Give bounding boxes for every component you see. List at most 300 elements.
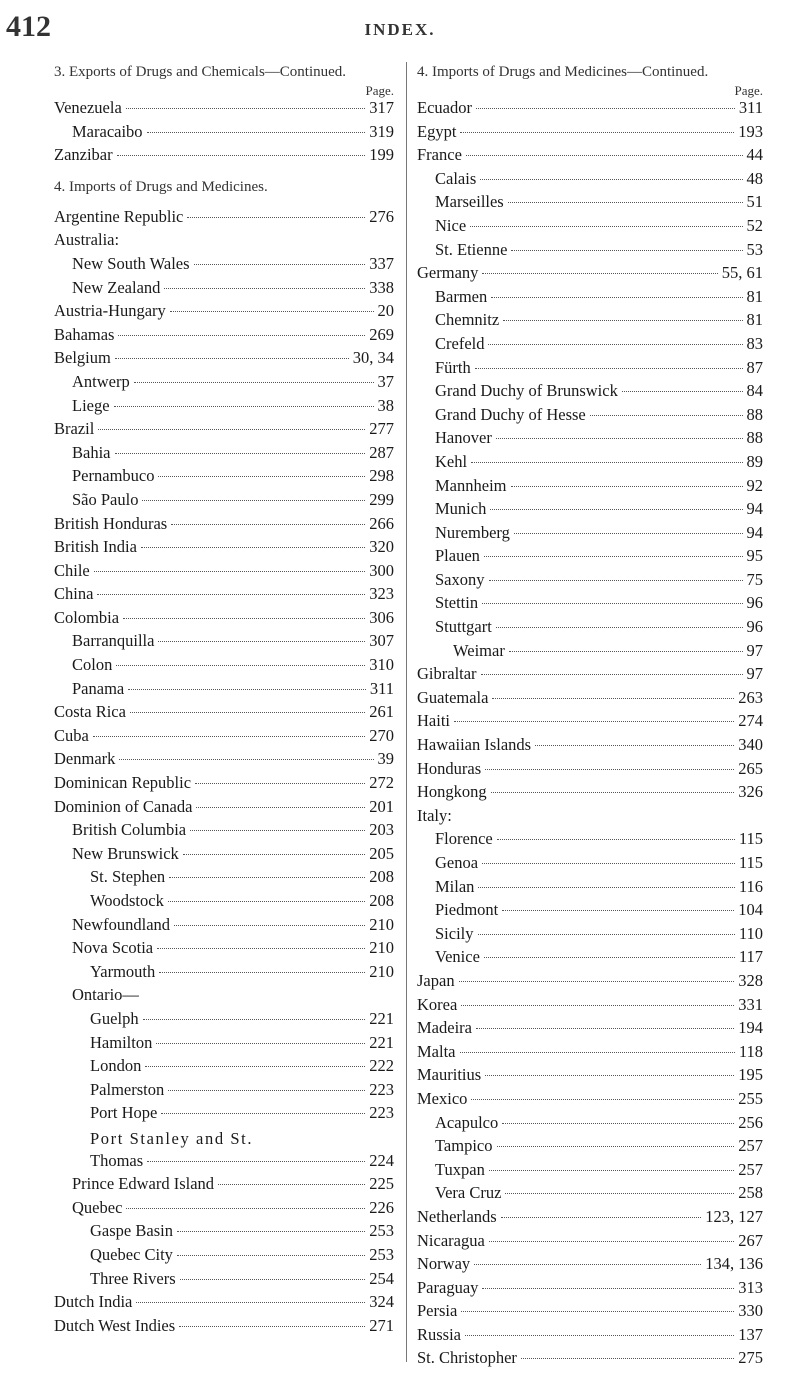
entry-list xyxy=(417,98,763,1372)
index-entry xyxy=(417,334,763,358)
leader-dots xyxy=(460,132,734,133)
leader-dots xyxy=(460,1052,735,1053)
index-entry xyxy=(54,122,394,146)
entry-page: 116 xyxy=(738,876,763,896)
leader-dots xyxy=(158,476,365,477)
entry-name: Denmark xyxy=(54,749,116,769)
entry-page: 193 xyxy=(738,121,763,141)
index-entry xyxy=(54,1174,394,1198)
leader-dots xyxy=(161,1113,365,1114)
leader-dots xyxy=(488,344,742,345)
entry-name: Japan xyxy=(417,970,455,990)
entry-page: 104 xyxy=(738,900,763,920)
leader-dots xyxy=(521,1358,734,1359)
entry-page: 94 xyxy=(746,499,763,519)
entry-name: British India xyxy=(54,537,137,557)
leader-dots xyxy=(492,698,734,699)
entry-name: Piedmont xyxy=(435,900,499,920)
entry-name: Woodstock xyxy=(90,891,164,910)
leader-dots xyxy=(501,1217,702,1218)
entry-name: Argentine Republic xyxy=(54,206,184,226)
entry-name: St. Christopher xyxy=(417,1348,517,1368)
index-entry xyxy=(54,726,394,750)
leader-dots xyxy=(496,627,743,628)
page-label: Page. xyxy=(365,83,394,98)
entry-name: Barmen xyxy=(435,286,488,306)
leader-dots xyxy=(218,1184,365,1185)
entry-name: Acapulco xyxy=(435,1112,499,1132)
entry-name: China xyxy=(54,584,94,604)
entry-page: 208 xyxy=(369,891,394,910)
entry-name: Dominion of Canada xyxy=(54,796,193,816)
index-entry xyxy=(417,593,763,617)
entry-page: 115 xyxy=(738,853,763,872)
index-entry xyxy=(54,372,394,396)
entry-page: 48 xyxy=(746,168,763,188)
entry-page: 299 xyxy=(369,489,394,509)
entry-name: Nova Scotia xyxy=(72,938,154,958)
index-entry xyxy=(417,405,763,429)
leader-dots xyxy=(511,250,742,251)
entry-page: 256 xyxy=(738,1112,763,1132)
index-entry xyxy=(54,325,394,349)
leader-dots xyxy=(484,556,743,557)
entry-page: 88 xyxy=(746,404,763,424)
index-entry xyxy=(417,1136,763,1160)
leader-dots xyxy=(196,807,365,808)
leader-dots xyxy=(170,311,374,312)
index-entry xyxy=(54,207,394,231)
entry-name: Gaspe Basin xyxy=(90,1221,173,1241)
leader-dots xyxy=(114,406,374,407)
leader-dots xyxy=(475,368,743,369)
entry-name: Stettin xyxy=(435,593,479,613)
index-entry xyxy=(54,915,394,939)
entry-page: 306 xyxy=(369,607,394,627)
section-title-imports: 4. Imports of Drugs and Medicines. xyxy=(54,178,268,195)
index-entry xyxy=(417,759,763,783)
entry-page: 275 xyxy=(738,1348,763,1368)
entry-page: 298 xyxy=(369,466,394,486)
index-entry xyxy=(54,820,394,844)
index-entry xyxy=(417,1113,763,1137)
entry-page: 210 xyxy=(369,914,394,934)
entry-name: Milan xyxy=(435,876,475,896)
entry-name: Prince Edward Island xyxy=(72,1174,215,1194)
entry-name: Stuttgart xyxy=(435,617,492,637)
entry-name: Port Hope xyxy=(90,1103,158,1123)
index-entry xyxy=(417,806,763,830)
index-entry xyxy=(417,782,763,806)
entry-name: Hawaiian Islands xyxy=(417,735,532,755)
leader-dots xyxy=(169,877,365,878)
index-entry xyxy=(417,664,763,688)
entry-name: Colon xyxy=(72,655,113,675)
entry-page: 210 xyxy=(369,938,394,958)
index-entry xyxy=(54,1292,394,1316)
entry-page: 52 xyxy=(746,215,763,235)
index-entry xyxy=(417,641,763,665)
index-entry xyxy=(54,985,394,1009)
entry-page: 222 xyxy=(369,1056,394,1076)
leader-dots xyxy=(118,335,365,336)
section-title-imports-continued: 4. Imports of Drugs and Medicines—Continued. xyxy=(417,64,709,80)
entry-page: 313 xyxy=(738,1277,763,1297)
entry-name: London xyxy=(90,1056,142,1076)
entry-name: Ecuador xyxy=(417,98,472,117)
index-entry xyxy=(417,122,763,146)
index-entry xyxy=(417,476,763,500)
entry-page: 115 xyxy=(738,829,763,849)
leader-dots xyxy=(491,297,742,298)
index-entry xyxy=(54,702,394,726)
entry-page: 331 xyxy=(738,994,763,1014)
leader-dots xyxy=(466,155,743,156)
entry-name: Mannheim xyxy=(435,475,507,495)
entry-page: 328 xyxy=(738,970,763,990)
entry-page: 261 xyxy=(369,702,394,722)
index-entry xyxy=(54,679,394,703)
entry-name: Cuba xyxy=(54,725,89,745)
leader-dots xyxy=(93,736,365,737)
entry-page: 307 xyxy=(369,631,394,651)
index-entry xyxy=(54,396,394,420)
entry-name: Three Rivers xyxy=(90,1268,176,1288)
entry-page: 194 xyxy=(738,1018,763,1038)
entry-name: France xyxy=(417,145,462,165)
entry-name: Ontario— xyxy=(72,985,139,1005)
index-entry xyxy=(417,1231,763,1255)
index-entry xyxy=(54,301,394,325)
entry-name: Florence xyxy=(435,829,493,849)
entry-page: 89 xyxy=(746,451,763,471)
entry-page: 96 xyxy=(746,617,763,637)
leader-dots xyxy=(126,1208,365,1209)
index-entry xyxy=(54,537,394,561)
index-entry xyxy=(54,749,394,773)
entry-name: São Paulo xyxy=(72,489,139,509)
entry-name: Palmerston xyxy=(90,1079,165,1099)
entry-page: 277 xyxy=(369,419,394,439)
index-entry xyxy=(417,381,763,405)
running-head: INDEX. xyxy=(364,20,436,39)
index-entry xyxy=(417,688,763,712)
entry-name: Kehl xyxy=(435,451,468,471)
entry-page: 92 xyxy=(746,475,763,495)
leader-dots xyxy=(503,320,742,321)
entry-page: 81 xyxy=(746,310,763,330)
leader-dots xyxy=(491,792,735,793)
index-entry xyxy=(54,1269,394,1293)
leader-dots xyxy=(190,830,365,831)
leader-dots xyxy=(509,651,743,652)
leader-dots xyxy=(478,934,735,935)
entry-name: Bahia xyxy=(72,442,111,462)
index-entry xyxy=(54,584,394,608)
index-entry xyxy=(417,546,763,570)
entry-page: 96 xyxy=(746,593,763,613)
index-entry xyxy=(54,443,394,467)
leader-dots xyxy=(194,264,366,265)
entry-name: St. Stephen xyxy=(90,867,166,887)
entry-name: Nicaragua xyxy=(417,1230,485,1250)
section-title-exports: 3. Exports of Drugs and Chemicals—Continued. xyxy=(54,64,347,80)
entry-page: 201 xyxy=(369,796,394,816)
entry-name: Belgium xyxy=(54,348,111,368)
index-entry xyxy=(54,797,394,821)
entry-name: Hamilton xyxy=(90,1032,153,1052)
entry-page: 255 xyxy=(738,1088,763,1108)
leader-dots xyxy=(134,382,374,383)
index-entry xyxy=(54,1198,394,1222)
entry-name: Maracaibo xyxy=(72,121,143,141)
entry-page: 203 xyxy=(369,820,394,840)
leader-dots xyxy=(514,533,743,534)
index-entry xyxy=(417,711,763,735)
leader-dots xyxy=(168,901,365,902)
leader-dots xyxy=(115,358,349,359)
entry-name: Netherlands xyxy=(417,1206,497,1226)
entry-name: Quebec xyxy=(72,1197,123,1217)
entry-name: Sicily xyxy=(435,923,474,943)
index-entry xyxy=(417,971,763,995)
entry-page: 134, 136 xyxy=(705,1254,763,1274)
entry-name: Genoa xyxy=(435,853,479,872)
leader-dots xyxy=(180,1279,366,1280)
index-entry xyxy=(54,561,394,585)
entry-name: Australia: xyxy=(54,230,120,250)
index-entry xyxy=(417,310,763,334)
entry-name: Malta xyxy=(417,1041,456,1061)
entry-page: 330 xyxy=(738,1301,763,1321)
entry-page: 319 xyxy=(369,121,394,141)
entry-page: 123, 127 xyxy=(705,1206,763,1226)
index-entry xyxy=(54,278,394,302)
leader-dots xyxy=(117,155,366,156)
entry-page: 272 xyxy=(369,773,394,793)
index-entry xyxy=(54,1316,394,1340)
index-entry xyxy=(417,1160,763,1184)
index-entry xyxy=(417,1042,763,1066)
index-entry xyxy=(417,216,763,240)
index-entry xyxy=(54,1221,394,1245)
leader-dots xyxy=(482,603,742,604)
entry-name: Marseilles xyxy=(435,192,504,212)
leader-dots xyxy=(490,509,742,510)
entry-page: 223 xyxy=(369,1103,394,1123)
index-entry xyxy=(417,1301,763,1325)
entry-page: 195 xyxy=(738,1065,763,1085)
entry-name: Barranquilla xyxy=(72,631,155,651)
index-entry xyxy=(54,962,394,986)
entry-name: Calais xyxy=(435,168,477,188)
entry-name: Zanzibar xyxy=(54,145,113,165)
entry-name: Tuxpan xyxy=(435,1159,485,1179)
entry-name: Guatemala xyxy=(417,687,489,707)
index-entry xyxy=(417,1018,763,1042)
index-entry xyxy=(417,853,763,877)
index-entry xyxy=(417,1089,763,1113)
leader-dots xyxy=(461,1311,734,1312)
entry-list xyxy=(54,98,394,169)
entry-name: British Columbia xyxy=(72,820,187,840)
entry-name: Colombia xyxy=(54,607,120,627)
entry-page: 208 xyxy=(369,867,394,887)
index-entry xyxy=(54,419,394,443)
entry-page: 30, 34 xyxy=(352,348,394,368)
leader-dots xyxy=(145,1066,365,1067)
entry-page: 88 xyxy=(746,428,763,448)
index-entry xyxy=(417,1348,763,1372)
leader-dots xyxy=(177,1231,365,1232)
leader-dots xyxy=(126,108,365,109)
entry-page: 97 xyxy=(746,640,763,660)
entry-page: 225 xyxy=(369,1174,394,1194)
index-entry xyxy=(417,735,763,759)
entry-name: St. Etienne xyxy=(435,239,508,259)
index-entry xyxy=(417,1325,763,1349)
index-entry xyxy=(417,1065,763,1089)
entry-name: Newfoundland xyxy=(72,914,171,934)
index-entry xyxy=(54,938,394,962)
index-entry xyxy=(54,145,394,169)
entry-page: 110 xyxy=(738,923,763,943)
index-entry xyxy=(54,466,394,490)
entry-name: Mauritius xyxy=(417,1065,482,1085)
entry-page: 20 xyxy=(377,301,394,321)
leader-dots xyxy=(147,132,366,133)
index-entry xyxy=(54,867,394,891)
index-entry xyxy=(417,995,763,1019)
leader-dots xyxy=(157,948,365,949)
index-entry xyxy=(417,358,763,382)
index-entry xyxy=(417,617,763,641)
leader-dots xyxy=(174,925,365,926)
entry-name: Guelph xyxy=(90,1008,139,1028)
leader-dots xyxy=(496,438,743,439)
index-entry xyxy=(417,240,763,264)
leader-dots xyxy=(142,500,365,501)
entry-name: Chemnitz xyxy=(435,310,500,330)
leader-dots xyxy=(143,1019,366,1020)
leader-dots xyxy=(159,972,365,973)
index-entry xyxy=(417,877,763,901)
leader-dots xyxy=(489,1170,734,1171)
leader-dots xyxy=(489,1241,734,1242)
entry-name: Dutch West Indies xyxy=(54,1315,176,1335)
entry-name: Russia xyxy=(417,1324,462,1344)
entry-name: Nuremberg xyxy=(435,522,510,542)
index-entry xyxy=(417,900,763,924)
entry-name: Pernambuco xyxy=(72,466,155,486)
leader-dots xyxy=(481,674,743,675)
index-entry xyxy=(417,145,763,169)
entry-page: 223 xyxy=(369,1079,394,1099)
entry-page: 317 xyxy=(369,98,394,117)
entry-page: 39 xyxy=(377,749,394,769)
entry-name: Hongkong xyxy=(417,782,487,802)
leader-dots xyxy=(489,580,743,581)
entry-name: Crefeld xyxy=(435,333,485,353)
entry-name: Munich xyxy=(435,499,487,519)
entry-page: 270 xyxy=(369,725,394,745)
entry-page: 324 xyxy=(369,1292,394,1312)
index-entry xyxy=(54,1245,394,1269)
page-header xyxy=(0,10,800,46)
entry-page: 274 xyxy=(738,711,763,731)
index-entry xyxy=(54,254,394,278)
index-entry xyxy=(54,1033,394,1057)
entry-page: 137 xyxy=(738,1324,763,1344)
entry-page: 37 xyxy=(377,371,394,391)
entry-page: 300 xyxy=(369,560,394,580)
entry-name: Brazil xyxy=(54,419,95,439)
entry-page: 224 xyxy=(369,1150,394,1170)
entry-name: Hanover xyxy=(435,428,492,448)
leader-dots xyxy=(171,524,365,525)
entry-name: Vera Cruz xyxy=(435,1183,502,1203)
entry-name: Korea xyxy=(417,994,458,1014)
leader-dots xyxy=(535,745,734,746)
entry-name: Gibraltar xyxy=(417,664,477,684)
leader-dots xyxy=(482,273,717,274)
leader-dots xyxy=(130,712,365,713)
entry-page: 94 xyxy=(746,522,763,542)
leader-dots xyxy=(485,1075,734,1076)
entry-name: Norway xyxy=(417,1254,471,1274)
entry-page: 276 xyxy=(369,206,394,226)
entry-page: 266 xyxy=(369,513,394,533)
leader-dots xyxy=(115,453,366,454)
leader-dots xyxy=(168,1090,365,1091)
index-entry xyxy=(417,169,763,193)
entry-name: Germany xyxy=(417,263,479,283)
entry-name: Honduras xyxy=(417,758,482,778)
entry-name: Austria-Hungary xyxy=(54,301,166,321)
entry-page: 199 xyxy=(369,145,394,165)
index-entry xyxy=(54,608,394,632)
right-column xyxy=(417,62,763,1372)
index-entry xyxy=(54,230,394,254)
index-entry xyxy=(54,1151,394,1175)
entry-name: Mexico xyxy=(417,1088,468,1108)
leader-dots xyxy=(128,689,366,690)
index-entry xyxy=(417,263,763,287)
leader-dots xyxy=(482,863,735,864)
leader-dots xyxy=(164,288,365,289)
entry-name: Dutch India xyxy=(54,1292,133,1312)
entry-page: 253 xyxy=(369,1221,394,1241)
leader-dots xyxy=(454,721,734,722)
entry-page: 87 xyxy=(746,357,763,377)
entry-page: 221 xyxy=(369,1032,394,1052)
leader-dots xyxy=(497,1146,735,1147)
entry-page: 81 xyxy=(746,286,763,306)
leader-dots xyxy=(482,1288,734,1289)
index-entry xyxy=(54,655,394,679)
index-entry xyxy=(417,570,763,594)
entry-page: 254 xyxy=(369,1268,394,1288)
entry-page: 323 xyxy=(369,584,394,604)
entry-page: 97 xyxy=(746,664,763,684)
entry-name: Thomas xyxy=(90,1150,144,1170)
entry-name: Tampico xyxy=(435,1136,493,1156)
entry-name: New Brunswick xyxy=(72,843,179,863)
index-entry-wrapped: Port Stanley and St. xyxy=(90,1128,254,1148)
index-entry xyxy=(417,523,763,547)
entry-page: 118 xyxy=(738,1041,763,1061)
entry-name: Venezuela xyxy=(54,98,122,117)
